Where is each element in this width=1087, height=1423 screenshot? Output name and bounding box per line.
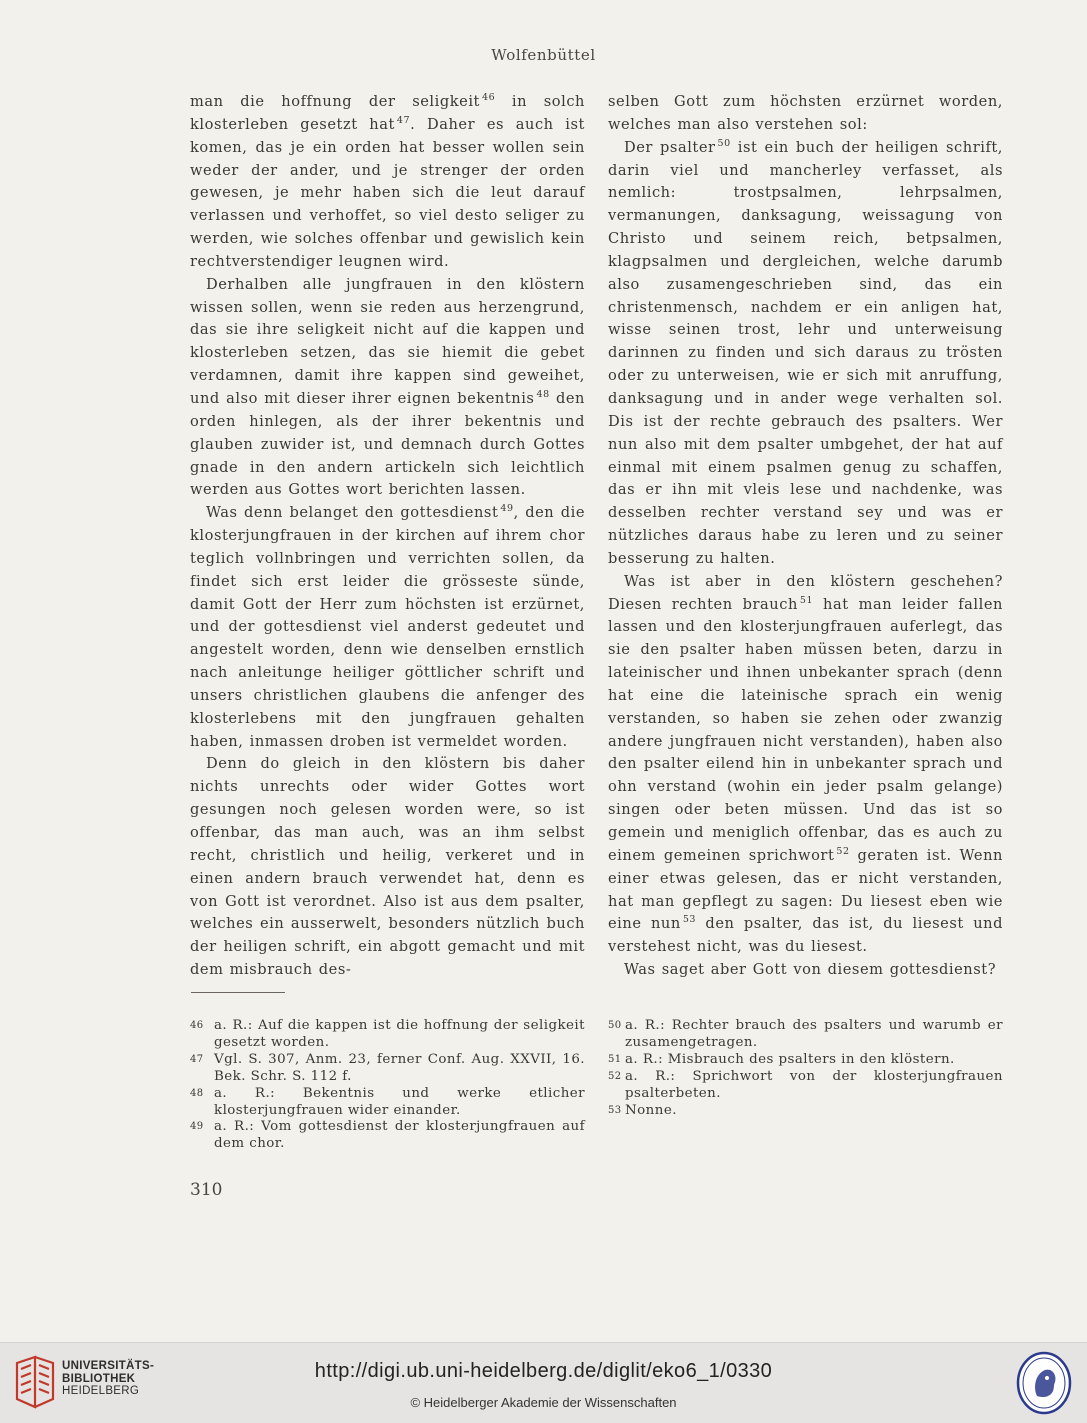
footnote-text: a. R.: Sprichwort von der klosterjungfrauen psalterbeten. <box>625 1068 1003 1101</box>
footnote-number: 48 <box>190 1087 204 1099</box>
copyright-notice: © Heidelberger Akademie der Wissenschaften <box>410 1395 677 1410</box>
footnote-text: a. R.: Auf die kappen ist die hoffnung der seligkeit gesetzt worden. <box>214 1018 585 1050</box>
footnote-number: 46 <box>190 1020 204 1031</box>
footnote-text: a. R.: Misbrauch des psalters in den klöstern. <box>625 1051 955 1067</box>
paragraph: selben Gott zum höchsten erzürnet worden, welches man also verstehen sol: <box>608 93 1003 133</box>
viewer-footer <box>0 1342 1087 1423</box>
page-number: 310 <box>190 1180 223 1200</box>
text-column-right <box>608 91 1003 982</box>
footnote-text: a. R.: Bekentnis und werke etlicher klosterjungfrauen wider einander. <box>214 1085 585 1118</box>
footnote-number: 52 <box>608 1070 622 1082</box>
footnote-ref[interactable]: 49 <box>500 503 514 515</box>
library-name: UNIVERSITÄTS- BIBLIOTHEK HEIDELBERG <box>62 1360 155 1397</box>
footnote-number: 50 <box>608 1020 622 1031</box>
academy-seal-icon <box>1015 1350 1073 1416</box>
footnote <box>608 1052 1003 1069</box>
footnote-ref[interactable]: 53 <box>682 914 697 926</box>
footnote-number: 51 <box>608 1053 622 1065</box>
paragraph: Was ist aber in den klöstern geschehen? Diesen rechten brauch $^{51}$ hat man leider fallen lassen und den klosterjungfrauen auferlegt, das sie den psalter haben müssen beten, darzu in lateinischer und ihnen unbekanter sprach (denn hat eine die lateinische sprach ein wenig verstanden, so haben sie zehen oder zwanzig andere jungfrauen nicht verstanden), haben also den psalter eilend hin in unbekanter sprach und ohn verstand (wohin ein jeder psalm gelange) singen oder beten müssen. Und das ist so gemein und meniglich offenbar, das es auch zu einem gemeinen sprichwort $^{52}$ geraten ist. Wenn einer etwas gelesen, das er nicht verstanden, hat man gepflegt zu sagen: Du liesest eben wie eine nun $^{53}$ den psalter, das ist, du liesest und verstehest nicht, was du liesest. <box>608 572 1004 956</box>
footnote <box>608 1018 1003 1052</box>
footnote <box>190 1018 585 1052</box>
footnote <box>608 1103 1003 1120</box>
footnote-number: 47 <box>190 1053 204 1065</box>
paragraph: Derhalben alle jungfrauen in den klöstern wissen sollen, wenn sie reden aus herzengrund, das sie ihre seligkeit nicht auf die kappen und klosterleben setzen, das sie hiemit die gebet verdamnen, damit ihre kappen sind geweihet, und also mit dieser ihrer eignen bekentnis $^{48}$ den orden hinlegen, als der ihrer bekentnis und glauben zuwider ist, und demnach durch Gottes gnade in den andern artickeln sich leichtlich werden aus Gottes wort berichten lassen. <box>190 275 585 499</box>
permalink-url[interactable]: http://digi.ub.uni-heidelberg.de/diglit/eko6_1/0330 <box>314 1360 773 1382</box>
footnote <box>190 1052 585 1086</box>
running-head: Wolfenbüttel <box>491 46 596 64</box>
footnote-divider <box>191 992 285 993</box>
paragraph: Was denn belanget den gottesdienst $^{49}$, den die klosterjungfrauen in der kirchen auf ihrem chor teglich vollnbringen und verrichten sollen, da findet sich erst leider die grösseste sünde, damit Gott der Herr zum höchsten ist erzürnet, und der gottesdienst viel anderst gedeutet und angestelt worden, denn wie denselben ernstlich nach anleitunge heiliger göttlicher schrift und unsers christlichen glaubens die anfenger des klosterlebens mit den jungfrauen gehalten haben, inmassen droben ist vermeldet worden. <box>190 503 585 750</box>
text-column-left <box>190 91 585 982</box>
footnote-text: Vgl. S. 307, Anm. 23, ferner Conf. Aug. XXVII, 16. Bek. Schr. S. 112 f. <box>214 1051 585 1084</box>
footnote <box>190 1119 585 1153</box>
footnotes-right <box>608 1018 1003 1119</box>
paragraph: Denn do gleich in den klöstern bis daher nichts unrechts oder wider Gottes wort gesungen noch gelesen worden were, so ist offenbar, das man auch, was an ihm selbst recht, christlich und heilig, verkeret und in einen andern brauch verwendet hat, denn es von Gott ist verordnet. Also ist aus dem psalter, welches ein ausserwelt, besonders nützlich buch der heiligen schrift, ein abgott gemacht und mit dem misbrauch des- <box>190 755 585 979</box>
paragraph: Was saget aber Gott von diesem gottesdienst? <box>624 961 997 979</box>
footnote-ref[interactable]: 52 <box>836 845 850 857</box>
footnote-text: a. R.: Vom gottesdienst der klosterjungfrauen auf dem chor. <box>214 1119 585 1152</box>
footnotes-left <box>190 1018 585 1153</box>
paragraph: Der psalter $^{50}$ ist ein buch der heiligen schrift, darin viel und mancherley verfasset, als nemlich: trostpsalmen, lehrpsalmen, vermanungen, danksagung, weissagung von Christo und seinem reich, betpsalmen, klagpsalmen und dergleichen, welche darumb also zusamengeschrieben sind, das ein christenmensch, nachdem er ein anligen hat, wisse seinen trost, lehr und unterweisung darinnen zu finden und sich daraus zu trösten oder zu unterweisen, wie er sich mit anruffung, danksagung und in ander wege verhalten sol. Dis ist der rechte gebrauch des psalters. Wer nun also mit dem psalter umbgehet, der hat auf einmal mit einem psalmen genug zu schaffen, das er ihn mit vleis lese und nachdenke, was desselben rechter verstand sey und was er nützliches daraus habe zu leren und zu seiner besserung zu halten. <box>608 137 1003 567</box>
paragraph: man die hoffnung der seligkeit $^{46}$ in solch klosterleben gesetzt hat $^{47}$. Daher es auch ist komen, das je ein orden hat besser wollen sein weder der ander, und je strenger der orden gewesen, je mehr haben sich die leut darauf verlassen und verhoffet, so viel desto seliger zu werden, wie solches offenbar und gewislich kein rechtverstendiger leugnen wird. <box>190 92 585 270</box>
footnote-text: Nonne. <box>625 1102 677 1118</box>
footnote-ref[interactable]: 51 <box>799 594 814 606</box>
footnote-number: 53 <box>608 1104 622 1116</box>
footnote-ref[interactable]: 50 <box>717 137 731 149</box>
footnote-ref[interactable]: 47 <box>396 114 411 126</box>
footnote-text: a. R.: Rechter brauch des psalters und warumb er zusamengetragen. <box>625 1018 1003 1050</box>
footnote <box>608 1069 1003 1103</box>
footnote-number: 49 <box>190 1121 204 1133</box>
footnote-ref[interactable]: 46 <box>481 92 496 103</box>
footnote-ref[interactable]: 48 <box>536 388 550 400</box>
footnote <box>190 1086 585 1120</box>
